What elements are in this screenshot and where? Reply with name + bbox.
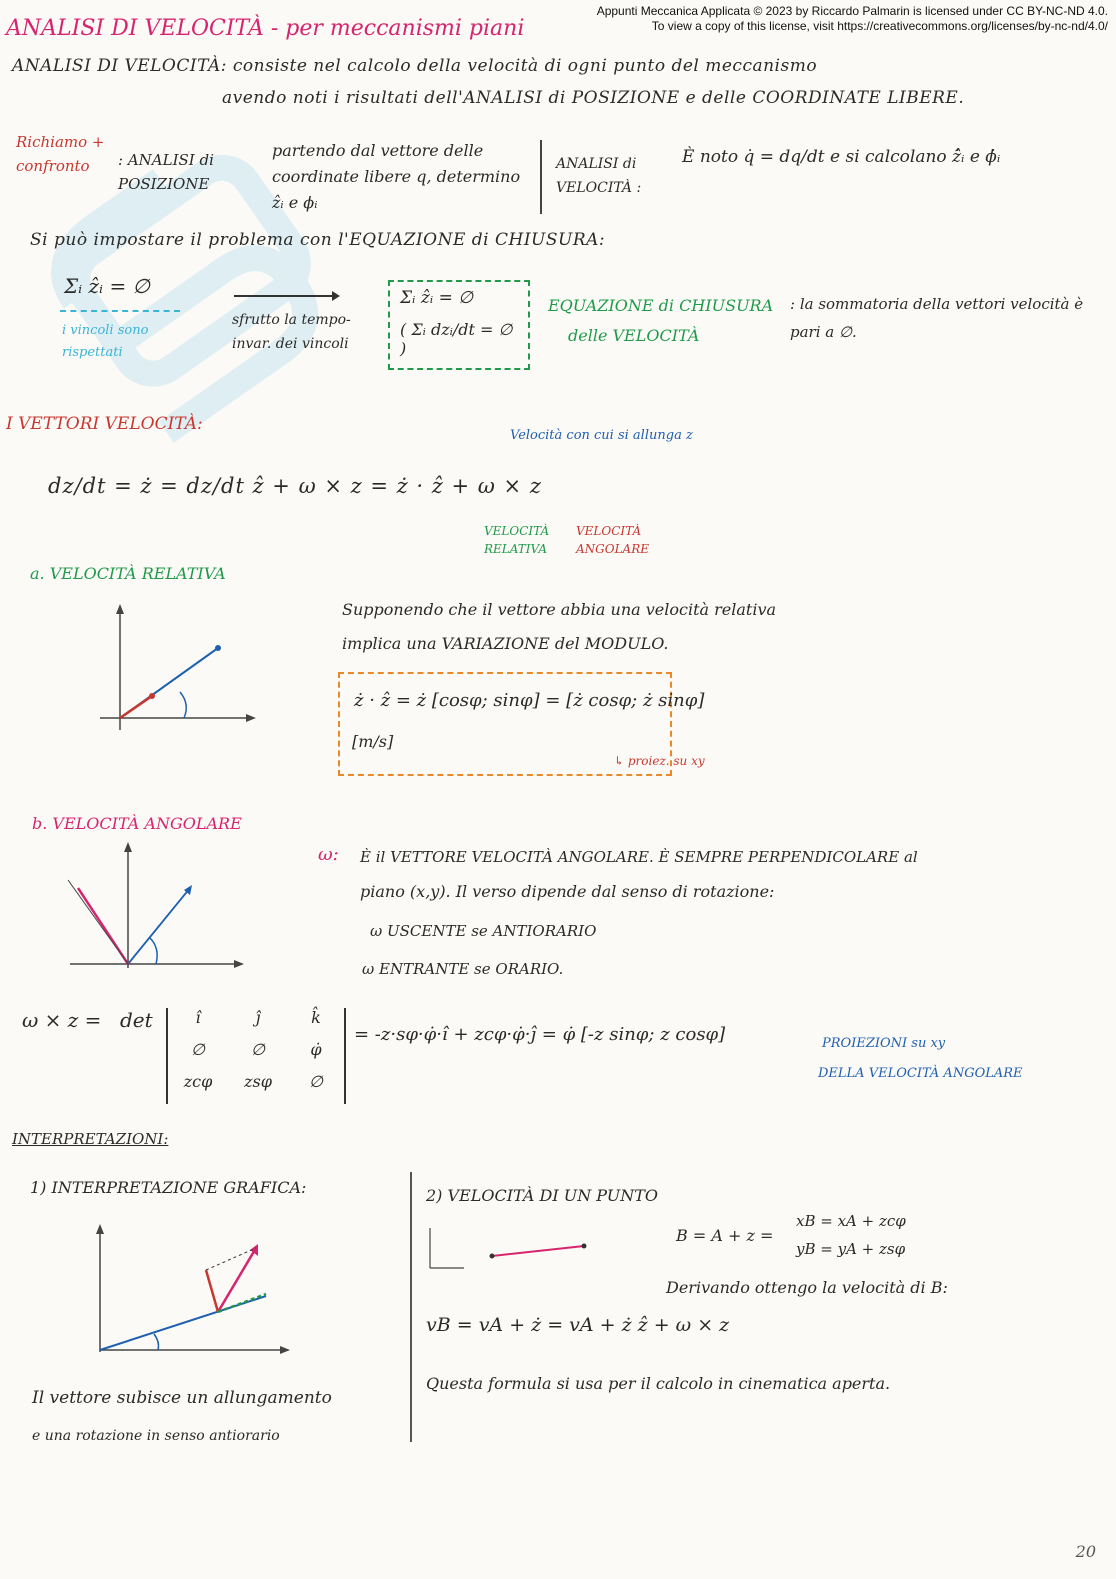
chiusura-eq: Σᵢ ẑᵢ = ∅	[64, 274, 150, 298]
derivando-text: Derivando ottengo la velocità di B:	[666, 1278, 948, 1297]
final-text: Questa formula si usa per il calcolo in cinematica aperta.	[426, 1374, 891, 1393]
relativa-diagram	[80, 600, 280, 750]
det-label: det	[120, 1008, 153, 1032]
det-matrix	[166, 1008, 346, 1104]
analisi-posizione-text: partendo dal vettore delle coordinate libere q, determino ẑᵢ e ϕᵢ	[272, 141, 521, 212]
arrow-note: sfrutto la tempo-invar. dei vincoli	[232, 312, 351, 352]
angolare-text-3: ω USCENTE se ANTIORARIO	[370, 922, 597, 940]
license-header	[597, 4, 1108, 34]
matrix-cell: ĵ	[255, 1008, 261, 1027]
matrix-cell: zsφ	[244, 1072, 272, 1091]
matrix-cell: î	[195, 1008, 201, 1027]
label-relativa: VELOCITÀ RELATIVA	[484, 524, 550, 556]
matrix-cell: ∅	[251, 1040, 265, 1059]
cross-rhs: = -z·sφ·φ̇·î + zcφ·φ̇·ĵ = φ̇ [-z sinφ; z cosφ]	[354, 1024, 726, 1045]
relativa-text-2: implica una VARIAZIONE del MODULO.	[342, 634, 669, 653]
analisi-velocita-label: ANALISI di VELOCITÀ :	[556, 156, 642, 196]
box-line-1: Σᵢ ẑᵢ = ∅	[400, 288, 474, 308]
chiusura-box	[388, 280, 530, 370]
omega-label: ω:	[318, 844, 339, 865]
relativa-heading: a. VELOCITÀ RELATIVA	[30, 564, 226, 583]
richiamo-divider	[540, 140, 542, 214]
punto-diagram	[420, 1220, 620, 1280]
matrix-cell: φ̇	[310, 1040, 322, 1059]
vettori-formula: dz/dt = ż = dz/dt ẑ + ω × z = ż · ẑ + ω × z	[48, 474, 542, 498]
label-angolare: VELOCITÀ ANGOLARE	[576, 524, 650, 556]
analisi-posizione-label: : ANALISI di POSIZIONE	[118, 151, 214, 193]
chiusura-intro: Si può impostare il problema con l'EQUAZIONE di CHIUSURA:	[30, 230, 606, 250]
vb-formula: vB = vA + ż = vA + ż ẑ + ω × z	[426, 1314, 730, 1336]
angolare-diagram	[50, 840, 260, 980]
intro-line-2: avendo noti i risultati dell'ANALISI di POSIZIONE e delle COORDINATE LIBERE.	[222, 88, 965, 108]
grafica-heading: 1) INTERPRETAZIONE GRAFICA:	[30, 1178, 307, 1197]
richiamo-label: Richiamo + confronto	[16, 133, 105, 175]
grafica-diagram	[70, 1220, 300, 1370]
box-line-2: ( Σᵢ dzᵢ/dt = ∅ )	[400, 320, 513, 358]
angolare-proj-note-2: DELLA VELOCITÀ ANGOLARE	[818, 1066, 1023, 1081]
matrix-cell: k̂	[311, 1008, 321, 1027]
yb-eq: yB = yA + zsφ	[796, 1240, 906, 1258]
angolare-heading: b. VELOCITÀ ANGOLARE	[32, 814, 242, 833]
license-line-1: Appunti Meccanica Applicata © 2023 by Riccardo Palmarin is licensed under CC BY-NC-ND 4.0.	[596, 4, 1108, 18]
b-eq: B = A + z =	[676, 1226, 774, 1245]
relativa-units: [m/s]	[352, 732, 394, 751]
eq-label-1: EQUAZIONE di CHIUSURA	[548, 296, 774, 315]
punto-heading: 2) VELOCITÀ DI UN PUNTO	[426, 1186, 659, 1205]
xb-eq: xB = xA + zcφ	[796, 1212, 906, 1230]
relativa-text-1: Supponendo che il vettore abbia una velocità relativa	[342, 600, 777, 619]
relativa-box-formula: ż · ẑ = ż [cosφ; sinφ] = [ż cosφ; ż sinφ]	[354, 690, 705, 711]
page-title: ANALISI DI VELOCITÀ - per meccanismi piani	[6, 16, 525, 41]
chiusura-arrow	[232, 286, 342, 306]
chiusura-underline	[60, 310, 180, 312]
vincoli-note: i vincoli sono rispettati	[62, 323, 149, 360]
vettori-heading: I VETTORI VELOCITÀ:	[6, 414, 203, 434]
eq-desc: : la sommatoria della vettori velocità è pari a ∅.	[790, 295, 1084, 341]
interpretazioni-heading: INTERPRETAZIONI:	[12, 1130, 169, 1148]
angolare-text-1: È il VETTORE VELOCITÀ ANGOLARE. È SEMPRE PERPENDICOLARE al	[360, 848, 918, 866]
angolare-text-4: ω ENTRANTE se ORARIO.	[362, 960, 564, 978]
grafica-text-2: e una rotazione in senso antiorario	[32, 1428, 280, 1444]
matrix-cell: zcφ	[183, 1072, 213, 1091]
eq-label-2: delle VELOCITÀ	[568, 326, 700, 345]
intro-line-1: ANALISI DI VELOCITÀ: consiste nel calcolo della velocità di ogni punto del meccanismo	[12, 56, 818, 76]
angolare-proj-note-1: PROIEZIONI su xy	[822, 1036, 946, 1051]
vettori-note: Velocità con cui si allunga z	[510, 428, 693, 443]
page-number: 20	[1075, 1542, 1096, 1561]
matrix-cell: ∅	[191, 1040, 205, 1059]
analisi-velocita-text: È noto q̇ = dq/dt e si calcolano ẑ̇ᵢ e ϕ̇ᵢ	[682, 147, 1001, 167]
relativa-proj-note: ↳ proiez. su xy	[614, 754, 705, 768]
interpretazioni-divider	[410, 1172, 412, 1442]
license-line-2: To view a copy of this license, visit https://creativecommons.org/licenses/by-nc-nd/4.0/	[651, 19, 1108, 33]
cross-lhs: ω × z =	[22, 1008, 102, 1032]
matrix-cell: ∅	[309, 1072, 323, 1091]
angolare-text-2: piano (x,y). Il verso dipende dal senso di rotazione:	[360, 882, 775, 901]
grafica-text-1: Il vettore subisce un allungamento	[32, 1388, 332, 1408]
